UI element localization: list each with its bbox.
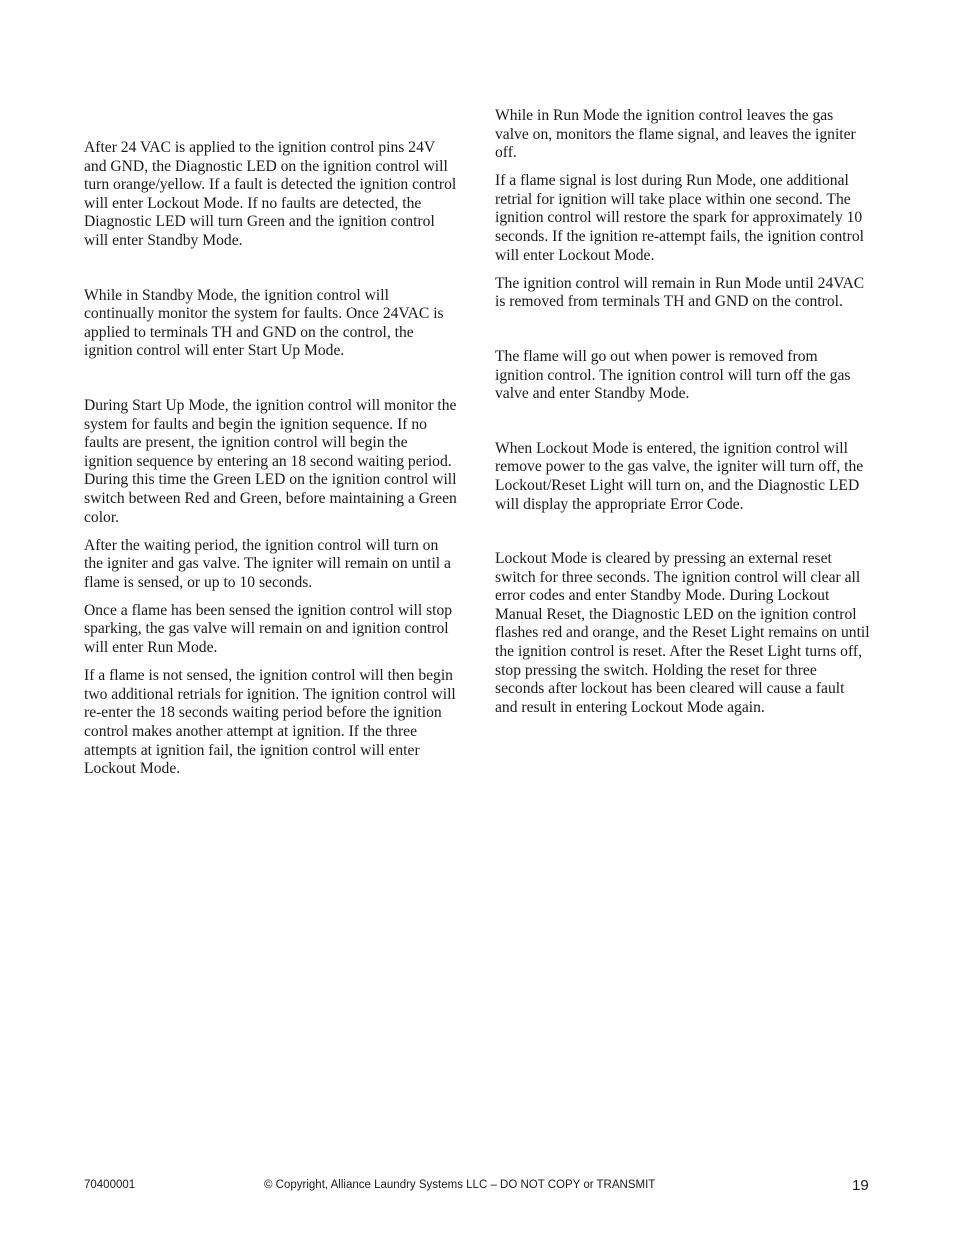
start-up-mode-paragraph: During Start Up Mode, the ignition control will monitor the system for faults and begin the ignition sequence. If no faults are present, the ignition control will begin the ignition sequence by entering an 18 second waiting period. During this time the Green LED on the ignition control will switch between Red and Green, before maintaining a Green color.: [84, 396, 457, 526]
left-column: [84, 139, 459, 779]
lockout-reset-paragraph: Lockout Mode is cleared by pressing an external reset switch for three seconds. The ignition control will clear all error codes and enter Standby Mode. During Lockout Manual Reset, the Diagnostic LED on the ignition control flashes red and orange, and the Reset Light remains on until the ignition control is reset. After the Reset Light turns off, stop pressing the switch. Holding the reset for three seconds after lockout has been cleared will cause a fault and result in entering Lockout Mode again.: [495, 550, 870, 716]
run-mode-paragraph: While in Run Mode the ignition control leaves the gas valve on, monitors the flame signal, and leaves the igniter off.: [495, 107, 856, 162]
right-column: [495, 107, 870, 717]
flame-not-sensed-paragraph: If a flame is not sensed, the ignition control will then begin two additional retrials for ignition. The ignition control will re-enter the 18 seconds waiting period before the ignition control makes another attempt at ignition. If the three attempts at ignition fail, the ignition control will enter Lockout Mode.: [84, 667, 456, 778]
flame-lost-paragraph: If a flame signal is lost during Run Mode, one additional retrial for ignition will take place within one second. The ignition control will restore the spark for approximately 10 seconds. If the ignition re-attempt fails, the ignition control will enter Lockout Mode.: [495, 172, 864, 264]
lockout-mode-paragraph: When Lockout Mode is entered, the ignition control will remove power to the gas valve, the igniter will turn off, the Lockout/Reset Light will turn on, and the Diagnostic LED will display the appropriate Error Code.: [495, 439, 864, 513]
standby-mode-paragraph: While in Standby Mode, the ignition control will continually monitor the system for faults. Once 24VAC is applied to terminals TH and GND on the control, the ignition control will enter Start Up Mode.: [84, 286, 444, 360]
footer-copyright: © Copyright, Alliance Laundry Systems LLC – DO NOT COPY or TRANSMIT: [264, 1179, 656, 1191]
footer-page-number: 19: [852, 1177, 869, 1194]
footer-document-number: 70400001: [84, 1179, 136, 1191]
flame-sensed-paragraph: Once a flame has been sensed the ignition control will stop sparking, the gas valve will remain on and ignition control will enter Run Mode.: [84, 601, 453, 657]
run-mode-duration-paragraph: The ignition control will remain in Run Mode until 24VAC is removed from terminals TH and GND on the control.: [495, 274, 865, 311]
waiting-period-paragraph: After the waiting period, the ignition control will turn on the igniter and gas valve. The igniter will remain on until a flame is sensed, or up to 10 seconds.: [84, 536, 451, 591]
power-up-paragraph: After 24 VAC is applied to the ignition control pins 24V and GND, the Diagnostic LED on the ignition control will turn orange/yellow. If a fault is detected the ignition control will enter Lockout Mode. If no faults are detected, the Diagnostic LED will turn Green and the ignition control will enter Standby Mode.: [84, 139, 457, 249]
power-removed-paragraph: The flame will go out when power is removed from ignition control. The ignition control will turn off the gas valve and enter Standby Mode.: [495, 347, 851, 403]
